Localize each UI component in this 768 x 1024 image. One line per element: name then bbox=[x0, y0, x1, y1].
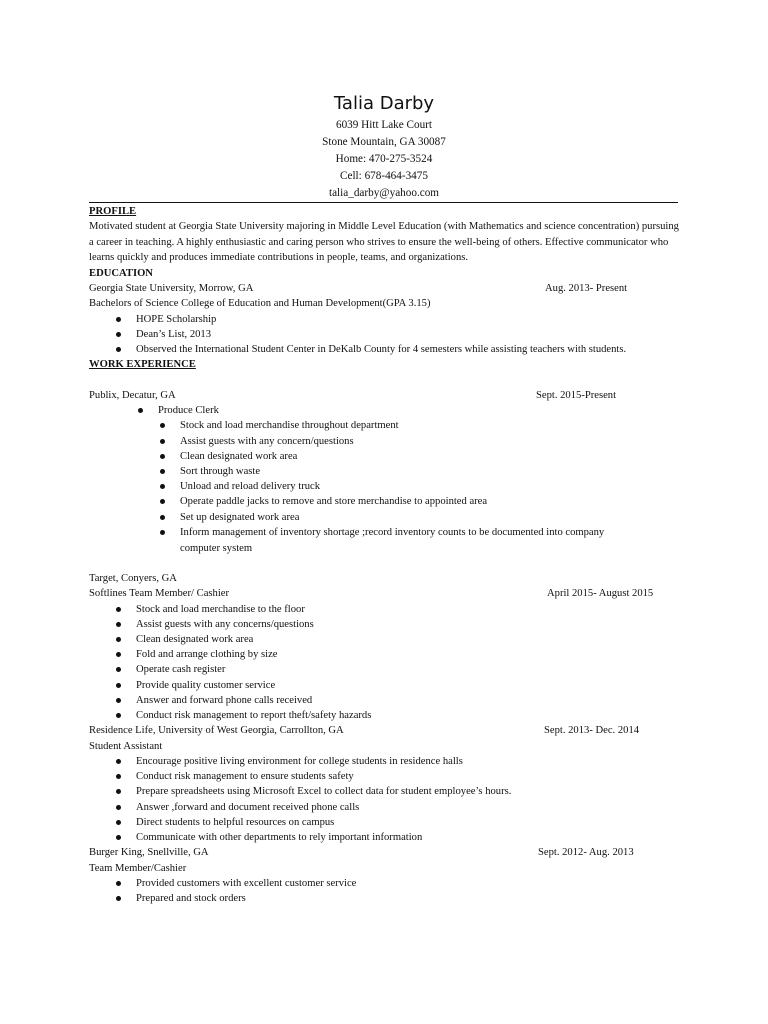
bullet-icon bbox=[116, 637, 121, 642]
bullet-icon bbox=[138, 408, 143, 413]
list-item: Communicate with other departments to rely important information bbox=[89, 830, 679, 845]
bullet-icon bbox=[116, 774, 121, 779]
job-dates: Sept. 2012- Aug. 2013 bbox=[538, 847, 634, 859]
list-item: Answer ,forward and document received phone calls bbox=[89, 800, 679, 815]
bullet-icon bbox=[116, 622, 121, 627]
bullet-icon bbox=[160, 439, 165, 444]
job-duties-list bbox=[89, 418, 679, 524]
bullet-icon bbox=[116, 683, 121, 688]
work-heading: WORK EXPERIENCE bbox=[89, 359, 196, 371]
spacer bbox=[89, 373, 679, 388]
bullet-icon bbox=[116, 652, 121, 657]
address-line-1: 6039 Hitt Lake Court bbox=[335, 119, 432, 131]
spacer bbox=[89, 557, 679, 571]
list-item: Prepare spreadsheets using Microsoft Excel to collect data for student employee’s hours. bbox=[89, 784, 679, 799]
job-dates: Sept. 2015-Present bbox=[536, 389, 617, 401]
job-role: Student Assistant bbox=[89, 740, 163, 752]
education-heading: EDUCATION bbox=[89, 267, 153, 279]
job-employer: Residence Life, University of West Georgia, Carrollton, GA bbox=[89, 725, 344, 737]
list-item: Inform management of inventory shortage ;record inventory counts to be documented into company computer system bbox=[89, 525, 640, 557]
bullet-icon bbox=[116, 713, 121, 718]
job-role: Produce Clerk bbox=[158, 405, 219, 417]
list-item: Clean designated work area bbox=[89, 632, 679, 647]
bullet-icon bbox=[116, 667, 121, 672]
list-item: Sort through waste bbox=[89, 464, 679, 479]
job-duties-list-wrap bbox=[89, 525, 679, 557]
job-dates: Sept. 2013- Dec. 2014 bbox=[544, 725, 640, 737]
list-item: Operate cash register bbox=[89, 662, 679, 677]
header-divider bbox=[89, 202, 678, 203]
education-school: Georgia State University, Morrow, GA bbox=[89, 283, 254, 294]
job-dates: April 2015- August 2015 bbox=[547, 588, 654, 600]
bullet-icon bbox=[116, 347, 121, 352]
list-item bbox=[89, 403, 679, 418]
list-item: HOPE Scholarship bbox=[89, 312, 679, 327]
bullet-icon bbox=[116, 332, 121, 337]
job-target-employer: Target, Conyers, GA bbox=[89, 572, 177, 584]
job-publix-row bbox=[89, 388, 679, 403]
list-item: Direct students to helpful resources on campus bbox=[89, 815, 679, 830]
bullet-icon bbox=[160, 423, 165, 428]
job-role-list bbox=[89, 403, 679, 418]
bullet-icon bbox=[116, 896, 121, 901]
list-item: Fold and arrange clothing by size bbox=[89, 647, 679, 662]
list-item: Provide quality customer service bbox=[89, 678, 679, 693]
address-line-2: Stone Mountain, GA 30087 bbox=[322, 136, 446, 148]
job-role: Team Member/Cashier bbox=[89, 862, 187, 874]
bullet-icon bbox=[160, 515, 165, 520]
list-item: Set up designated work area bbox=[89, 510, 679, 525]
bullet-icon bbox=[116, 881, 121, 886]
list-item: Stock and load merchandise throughout department bbox=[89, 418, 679, 433]
bullet-icon bbox=[116, 698, 121, 703]
list-item: Conduct risk management to ensure students safety bbox=[89, 769, 679, 784]
list-item: Conduct risk management to report theft/safety hazards bbox=[89, 708, 679, 723]
job-role: Softlines Team Member/ Cashier bbox=[89, 588, 229, 600]
bullet-icon bbox=[116, 607, 121, 612]
bullet-icon bbox=[160, 469, 165, 474]
education-list bbox=[89, 312, 679, 358]
job-residence-row bbox=[89, 723, 679, 738]
list-item: Encourage positive living environment for college students in residence halls bbox=[89, 754, 679, 769]
bullet-icon bbox=[116, 759, 121, 764]
list-item: Assist guests with any concerns/questions bbox=[89, 617, 679, 632]
bullet-icon bbox=[116, 789, 121, 794]
job-employer: Publix, Decatur, GA bbox=[89, 389, 176, 401]
candidate-name: Talia Darby bbox=[333, 93, 435, 114]
bullet-icon bbox=[160, 484, 165, 489]
job-target-row bbox=[89, 586, 679, 601]
job-employer: Burger King, Snellville, GA bbox=[89, 847, 209, 859]
job-duties-list bbox=[89, 876, 679, 906]
bullet-icon bbox=[116, 805, 121, 810]
profile-text: Motivated student at Georgia State University majoring in Middle Level Education (with Mathematics and science concentration) pursuing a career in teaching. A highly enthusiastic and caring person who strives to ensure the well-being of others. Effective communicator who learns quickly and produces immediate contributions in people, teams, and organizations. bbox=[89, 221, 679, 264]
education-school-row bbox=[89, 281, 679, 296]
cell-phone: Cell: 678-464-3475 bbox=[340, 170, 428, 182]
bullet-icon bbox=[160, 530, 165, 535]
bullet-icon bbox=[116, 820, 121, 825]
job-burger-king-row bbox=[89, 845, 679, 860]
resume-header bbox=[0, 91, 768, 202]
list-item: Operate paddle jacks to remove and store merchandise to appointed area bbox=[89, 494, 679, 509]
home-phone: Home: 470-275-3524 bbox=[335, 153, 433, 165]
list-item: Unload and reload delivery truck bbox=[89, 479, 679, 494]
education-dates: Aug. 2013- Present bbox=[545, 283, 628, 294]
list-item: Provided customers with excellent customer service bbox=[89, 876, 679, 891]
job-duties-list bbox=[89, 754, 679, 845]
list-item: Stock and load merchandise to the floor bbox=[89, 602, 679, 617]
bullet-icon bbox=[116, 317, 121, 322]
list-item: Assist guests with any concern/questions bbox=[89, 434, 679, 449]
list-item: Prepared and stock orders bbox=[89, 891, 679, 906]
bullet-icon bbox=[160, 499, 165, 504]
list-item: Observed the International Student Center in DeKalb County for 4 semesters while assisting teachers with students. bbox=[89, 342, 679, 357]
list-item: Dean’s List, 2013 bbox=[89, 327, 679, 342]
job-duties-list bbox=[89, 602, 679, 724]
email-address: talia_darby@yahoo.com bbox=[328, 187, 440, 199]
education-degree: Bachelors of Science College of Education and Human Development(GPA 3.15) bbox=[89, 298, 431, 310]
list-item: Clean designated work area bbox=[89, 449, 679, 464]
profile-heading: PROFILE bbox=[89, 206, 137, 217]
resume-body bbox=[89, 204, 679, 906]
bullet-icon bbox=[160, 454, 165, 459]
bullet-icon bbox=[116, 835, 121, 840]
list-item: Answer and forward phone calls received bbox=[89, 693, 679, 708]
